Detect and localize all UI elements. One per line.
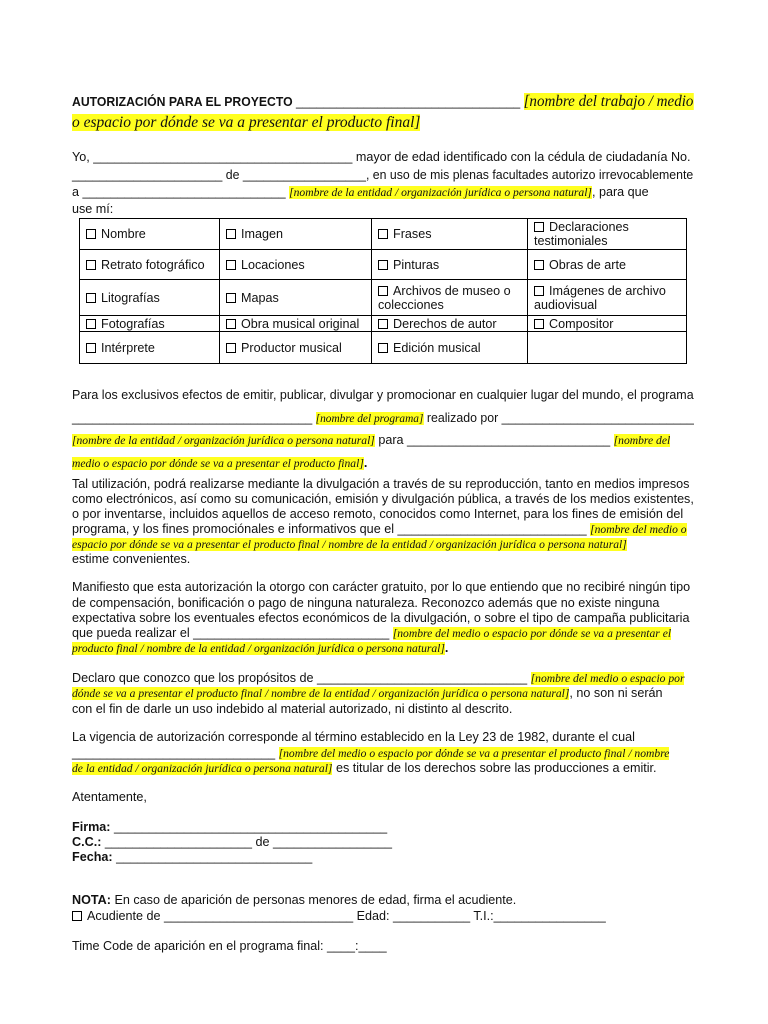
timecode-field[interactable]: Time Code de aparición en el programa final: ____:____ <box>72 939 387 953</box>
p5-hint-1: [nombre del medio o espacio por dónde se va a presentar el producto final / nombre <box>278 747 670 760</box>
p1-period: . <box>363 456 368 470</box>
use-checkbox[interactable] <box>534 260 544 270</box>
uses-cell <box>80 332 220 364</box>
uses-cell <box>80 219 220 250</box>
p1-line-2 <box>72 411 694 426</box>
intro-entity-blank[interactable]: a _____________________________ <box>72 185 286 199</box>
intro-line-3-end: , para que <box>591 185 649 199</box>
medium-hint-1: [nombre del <box>613 434 671 447</box>
guardian-fields[interactable]: Acudiente de ___________________________ Edad: ___________ T.I.:________________ <box>87 909 606 923</box>
p1-line-4 <box>72 456 367 471</box>
use-checkbox[interactable] <box>226 260 236 270</box>
intro-line-3 <box>72 185 649 200</box>
use-label: Pinturas <box>393 257 440 272</box>
title-text: AUTORIZACIÓN PARA EL PROYECTO <box>72 95 293 109</box>
p1-line-3 <box>72 433 670 448</box>
use-checkbox[interactable] <box>534 286 544 296</box>
use-checkbox[interactable] <box>86 343 96 353</box>
signature-label: Firma: <box>72 820 111 834</box>
signature-field[interactable]: _______________________________________ <box>114 820 388 834</box>
uses-cell <box>80 316 220 332</box>
use-label: Derechos de autor <box>393 316 497 331</box>
p4-line-3: con el fin de darle un uso indebido al material autorizado, ni distinto al descrito. <box>72 702 513 716</box>
uses-cell <box>528 219 687 250</box>
medium-hint-2: medio o espacio por dónde se va a presentar el producto final] <box>72 457 364 470</box>
use-checkbox[interactable] <box>226 229 236 239</box>
p3-line-4 <box>72 626 671 641</box>
uses-cell <box>528 332 687 364</box>
note-row <box>72 893 516 908</box>
guardian-row <box>72 909 606 924</box>
p2-line-6: estime convenientes. <box>72 552 191 566</box>
uses-row <box>80 250 687 280</box>
id-label: C.C.: <box>72 835 102 849</box>
use-checkbox[interactable] <box>378 319 388 329</box>
uses-row <box>80 219 687 250</box>
uses-cell <box>372 316 528 332</box>
title-hint-2: o espacio por dónde se va a presentar el producto final] <box>72 114 421 131</box>
uses-table <box>79 218 687 364</box>
use-checkbox[interactable] <box>378 286 388 296</box>
p4-line-2-end: , no son ni serán <box>569 686 663 700</box>
p3-period: . <box>444 641 449 655</box>
closing-salutation: Atentamente, <box>72 790 147 804</box>
use-label: Declaraciones <box>549 220 629 234</box>
id-row <box>72 835 392 850</box>
medium-blank[interactable]: para _____________________________ <box>378 433 611 447</box>
use-checkbox[interactable] <box>226 343 236 353</box>
use-checkbox[interactable] <box>378 343 388 353</box>
use-label: Archivos de museo o <box>393 283 511 298</box>
intro-entity-hint: [nombre de la entidad / organización jurídica o persona natural] <box>289 186 592 199</box>
p3-line-2: de compensación, bonificación o pago de ninguna naturaleza. Reconozco además que no existe ninguna <box>72 596 660 610</box>
producer-blank[interactable]: realizado por ____________________________ <box>426 411 694 425</box>
use-label: Edición musical <box>393 340 481 355</box>
signature-row <box>72 820 387 835</box>
p4-line-2 <box>72 686 663 701</box>
producer-hint: [nombre de la entidad / organización jurídica o persona natural] <box>72 434 375 447</box>
p3-line-1: Manifiesto que esta autorización la otorgo con carácter gratuito, por lo que entiendo que no recibiré ningún tipo <box>72 580 691 594</box>
uses-cell <box>80 250 220 280</box>
uses-cell <box>528 250 687 280</box>
use-checkbox[interactable] <box>534 319 544 329</box>
note-text: En caso de aparición de personas menores de edad, firma el acudiente. <box>114 893 517 907</box>
use-label-line-2: testimoniales <box>534 234 608 248</box>
use-label-line-2: audiovisual <box>534 297 598 312</box>
p3-blank[interactable]: que pueda realizar el ____________________________ <box>72 626 390 640</box>
p4-hint-2: dónde se va a presentar el producto final / nombre de la entidad / organización jurídica o persona natural] <box>72 687 570 700</box>
use-label-line-2: colecciones <box>378 297 444 312</box>
p5-hint-2: de la entidad / organización jurídica o persona natural] <box>72 762 333 775</box>
uses-cell <box>528 316 687 332</box>
p2-hint-1: [nombre del medio o <box>590 523 687 536</box>
intro-line-1: Yo, _____________________________________ mayor de edad identificado con la cédula de ciudadanía No. <box>72 150 691 164</box>
intro-line-4: use mí: <box>72 202 114 216</box>
p2-line-3: o por inventarse, incluidos aquellos de acceso remoto, conocidos como Internet, para los fines de emisión del <box>72 507 684 521</box>
uses-cell <box>372 332 528 364</box>
use-label: Mapas <box>241 290 279 305</box>
use-label: Imágenes de archivo <box>549 283 666 298</box>
p5-line-3 <box>72 761 657 776</box>
date-row <box>72 850 312 865</box>
uses-row <box>80 316 687 332</box>
uses-row <box>80 332 687 364</box>
use-label: Compositor <box>549 316 614 331</box>
use-checkbox[interactable] <box>226 293 236 303</box>
intro-line-2: ______________________ de __________________, en uso de mis plenas facultades autorizo irrevocablemente <box>72 168 694 182</box>
use-label: Obra musical original <box>241 316 360 331</box>
p5-line-2 <box>72 746 669 761</box>
use-checkbox[interactable] <box>86 229 96 239</box>
uses-cell <box>220 316 372 332</box>
use-label: Locaciones <box>241 257 305 272</box>
guardian-checkbox[interactable] <box>72 911 82 921</box>
p5-line-1: La vigencia de autorización corresponde al término establecido en la Ley 23 de 1982, durante el cual <box>72 730 635 744</box>
use-checkbox[interactable] <box>226 319 236 329</box>
uses-cell <box>220 219 372 250</box>
use-checkbox[interactable] <box>378 260 388 270</box>
uses-cell <box>372 250 528 280</box>
p3-line-3: expectativa sobre los eventuales efectos económicos de la divulgación, o sobre el tipo de campaña publicitaria <box>72 611 690 625</box>
uses-row <box>80 280 687 316</box>
p4-line-1 <box>72 671 684 686</box>
uses-cell <box>372 280 528 316</box>
uses-cell <box>220 332 372 364</box>
p4-blank[interactable]: Declaro que conozco que los propósitos de ______________________________ <box>72 671 528 685</box>
program-hint: [nombre del programa] <box>315 412 424 425</box>
project-name-blank[interactable]: _________________________________ <box>295 95 521 109</box>
program-blank[interactable]: ___________________________________ <box>72 411 313 425</box>
use-label: Productor musical <box>241 340 342 355</box>
p1-line-1: Para los exclusivos efectos de emitir, publicar, divulgar y promocionar en cualquier lugar del mundo, el programa <box>72 388 694 402</box>
p2-line-2: como electrónicos, así como su comunicación, emisión y divulgación pública, a través de los medios existentes, <box>72 492 694 506</box>
uses-cell <box>80 280 220 316</box>
uses-cell <box>372 219 528 250</box>
p3-hint-1: [nombre del medio o espacio por dónde se va a presentar el <box>392 627 672 640</box>
use-label: Litografías <box>101 290 160 305</box>
note-label: NOTA: <box>72 893 111 907</box>
use-checkbox[interactable] <box>86 260 96 270</box>
p2-hint-2: espacio por dónde se va a presentar el producto final / nombre de la entidad / organización jurídica o persona natural] <box>72 538 627 551</box>
p2-blank[interactable]: programa, y los fines promociónales e informativos que el ___________________________ <box>72 522 587 536</box>
use-checkbox[interactable] <box>86 319 96 329</box>
p4-hint-1: [nombre del medio o espacio por <box>530 672 685 685</box>
use-label: Obras de arte <box>549 257 627 272</box>
uses-cell <box>528 280 687 316</box>
use-label: Fotografías <box>101 316 165 331</box>
title-hint-1: [nombre del trabajo / medio <box>523 93 694 110</box>
use-checkbox[interactable] <box>534 222 544 232</box>
use-checkbox[interactable] <box>86 293 96 303</box>
uses-cell <box>220 280 372 316</box>
id-field[interactable]: _____________________ de _________________ <box>104 835 393 849</box>
p2-line-1: Tal utilización, podrá realizarse mediante la divulgación a través de su reproducción, tanto en medios impresos <box>72 477 690 491</box>
use-label: Nombre <box>101 227 146 241</box>
use-label: Retrato fotográfico <box>101 257 205 272</box>
use-label: Imagen <box>241 227 284 241</box>
use-label: Frases <box>393 227 432 241</box>
use-label: Intérprete <box>101 340 155 355</box>
date-field[interactable]: ____________________________ <box>116 850 313 864</box>
use-checkbox[interactable] <box>378 229 388 239</box>
p5-blank[interactable]: _____________________________ <box>72 746 276 760</box>
date-label: Fecha: <box>72 850 113 864</box>
p2-line-4 <box>72 522 687 537</box>
uses-cell <box>220 250 372 280</box>
p3-hint-2: producto final / nombre de la entidad / organización jurídica o persona natural] <box>72 642 445 655</box>
form-title <box>72 92 693 111</box>
p5-line-3-end: es titular de los derechos sobre las producciones a emitir. <box>335 761 657 775</box>
